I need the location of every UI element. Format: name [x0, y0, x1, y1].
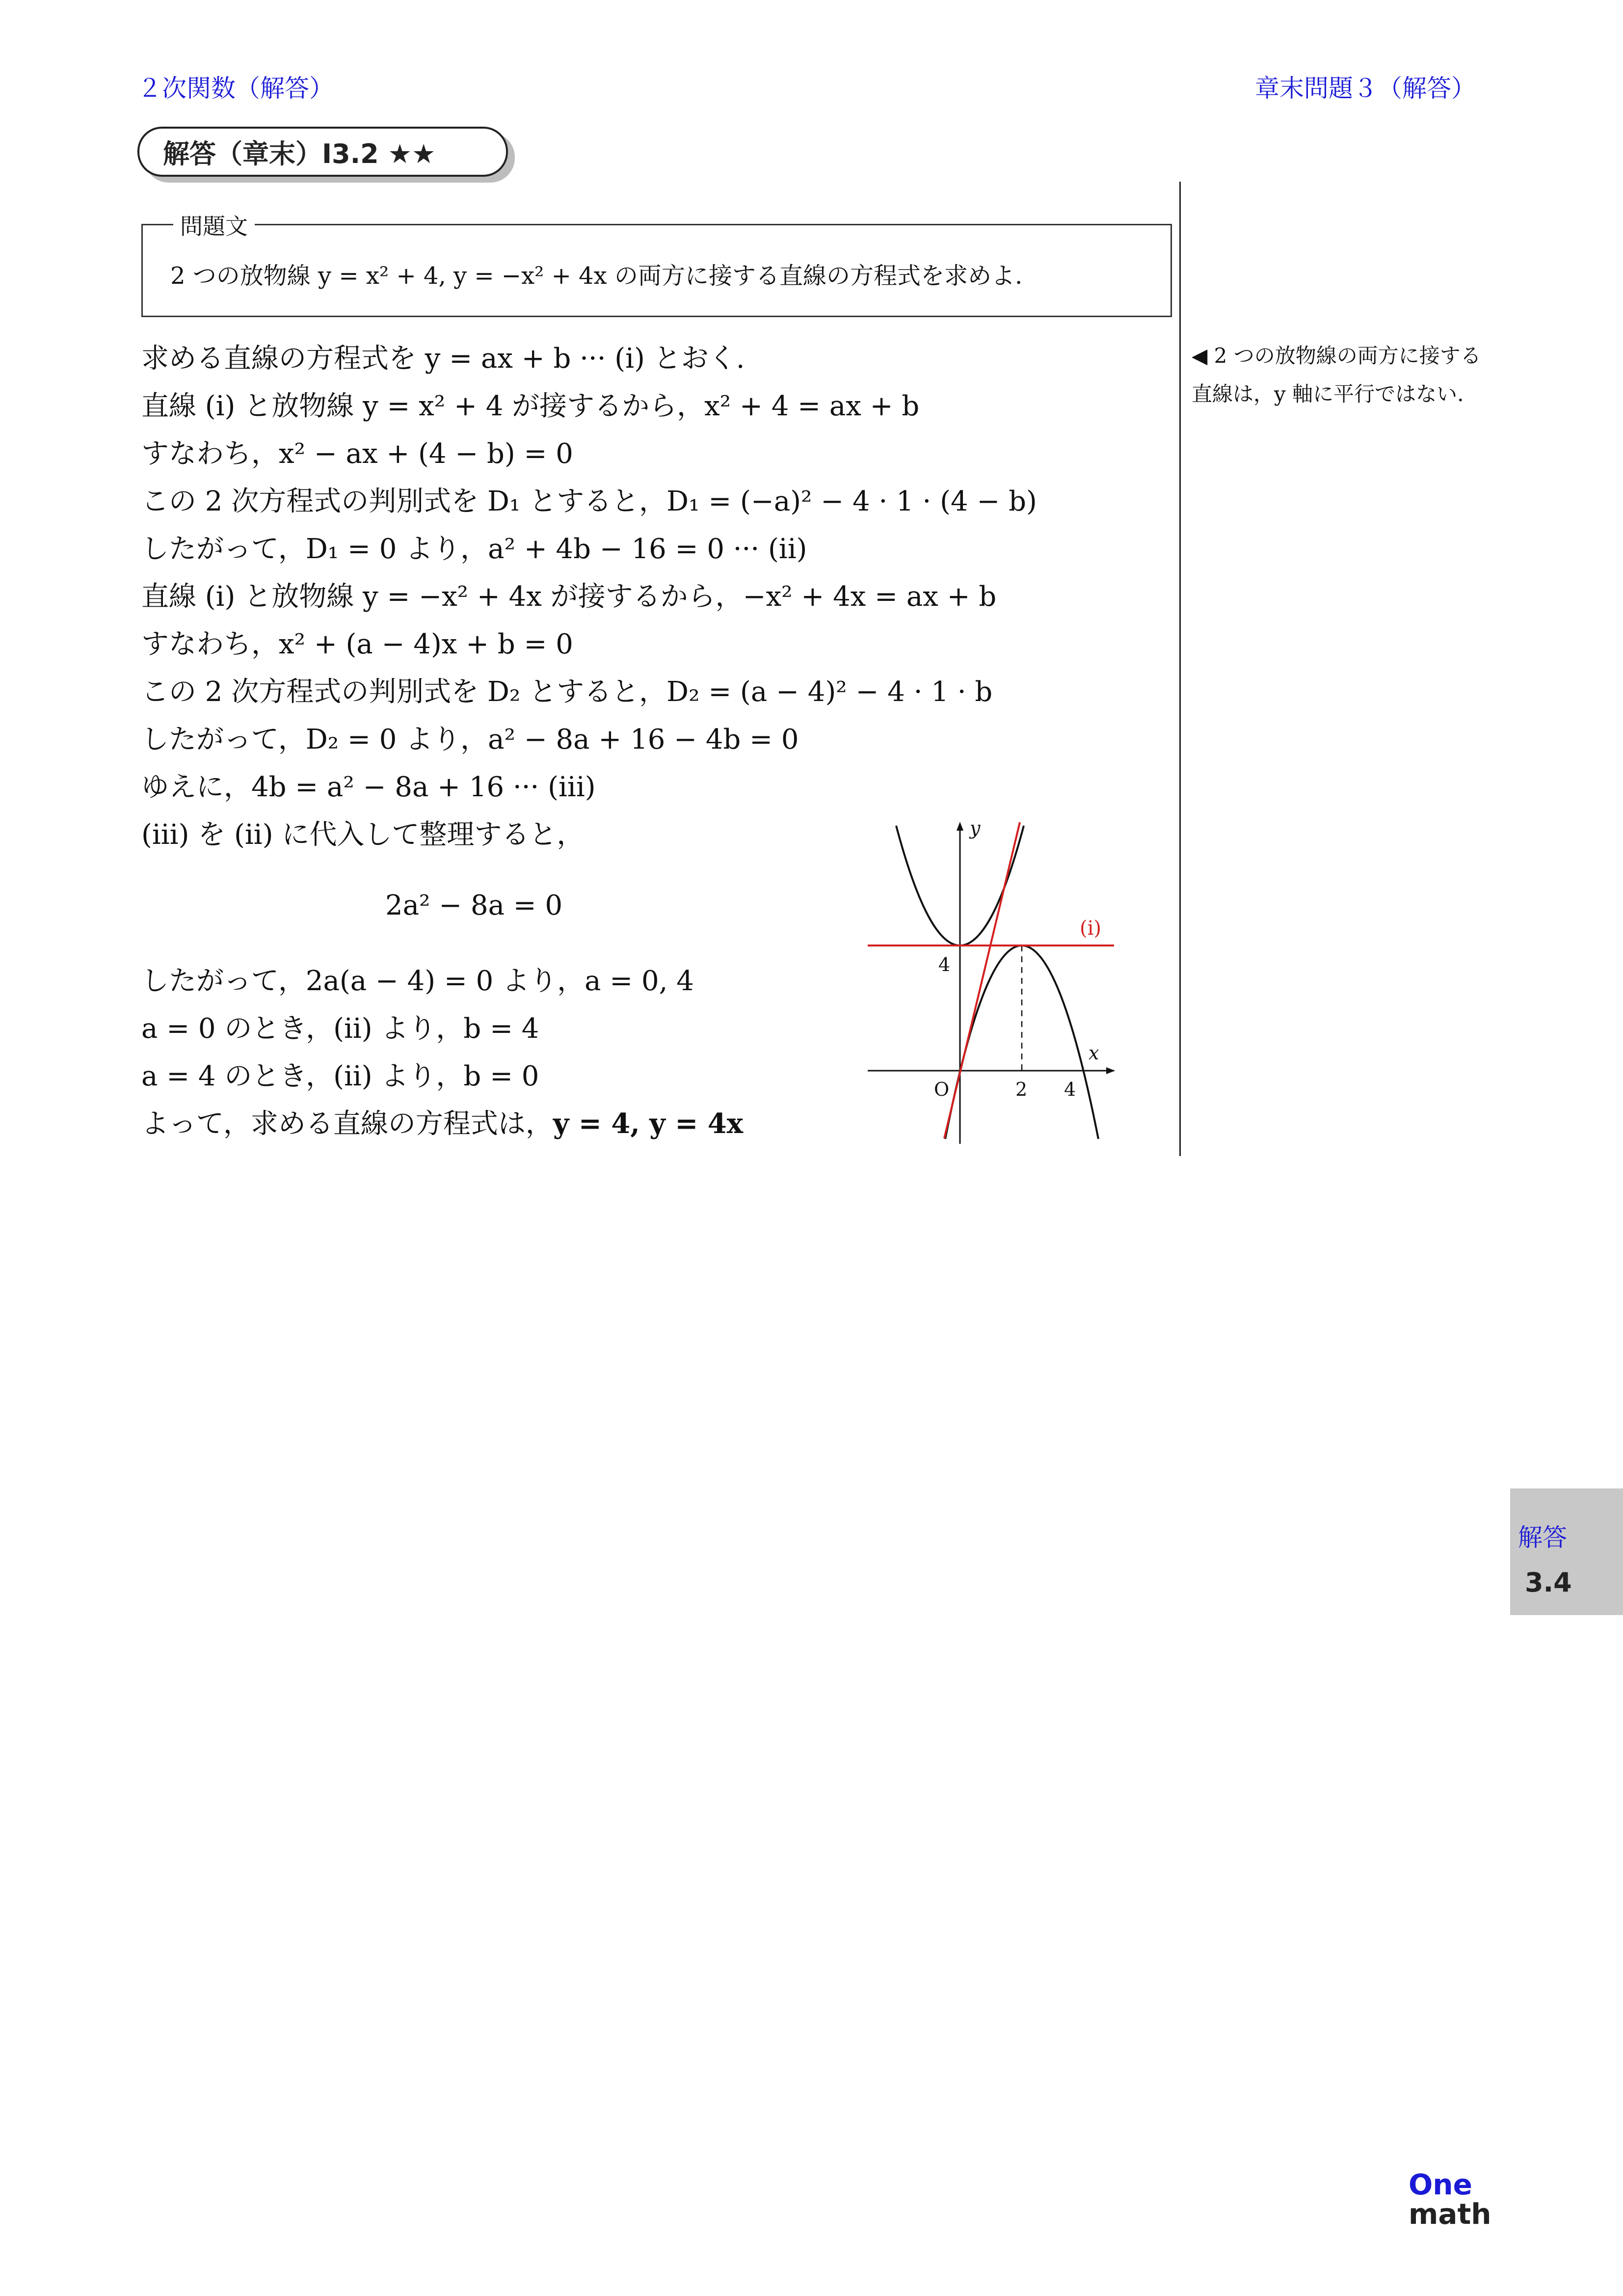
- solution-line: ゆえに，4b = a² − 8a + 16 ··· (iii): [141, 771, 596, 803]
- solution-line: この 2 次方程式の判別式を D₂ とすると，D₂ = (a − 4)² − 4 · 1 · b: [141, 676, 993, 708]
- side-note: ◀ 2 つの放物線の両方に接する直線は，y 軸に平行ではない.: [1192, 344, 1481, 406]
- origin-label: O: [934, 1079, 950, 1100]
- solution-line: a = 0 のとき，(ii) より，b = 4: [141, 1013, 539, 1045]
- display-equation: 2a² − 8a = 0: [385, 890, 563, 921]
- y-axis-arrow: [957, 822, 963, 831]
- tab-number: 3.4: [1525, 1567, 1572, 1598]
- tick-label-x4: 4: [1064, 1079, 1076, 1100]
- solution-line: 直線 (i) と放物線 y = −x² + 4x が接するから，−x² + 4x = ax + b: [141, 581, 997, 613]
- solution-body-continued: [141, 957, 743, 1148]
- onemath-logo: [1409, 2170, 1491, 2229]
- margin-divider: [1179, 182, 1181, 1156]
- header-section-title: 章末問題３（解答）: [1255, 74, 1476, 103]
- tick-label-y4: 4: [938, 954, 951, 975]
- header-chapter-title: ２次関数（解答）: [137, 74, 334, 103]
- solution-badge: [137, 127, 508, 177]
- problem-label: 問題文: [173, 209, 255, 241]
- final-answer: y = 4, y = 4x: [553, 1107, 744, 1140]
- logo-bottom: math: [1409, 2197, 1491, 2231]
- solution-line: したがって，D₂ = 0 より，a² − 8a + 16 − 4b = 0: [141, 724, 799, 756]
- y-axis-label: y: [970, 817, 981, 839]
- section-tab: [1510, 1488, 1623, 1615]
- tangent-line-y4x: [944, 822, 1020, 1138]
- problem-box: [141, 213, 1172, 317]
- tick-label-x2: 2: [1015, 1079, 1028, 1100]
- tab-label: 解答: [1518, 1523, 1567, 1552]
- solution-line: a = 4 のとき，(ii) より，b = 0: [141, 1060, 539, 1092]
- solution-line: (iii) を (ii) に代入して整理すると，: [141, 819, 585, 851]
- solution-line: すなわち，x² − ax + (4 − b) = 0: [141, 438, 573, 470]
- solution-line: この 2 次方程式の判別式を D₁ とすると，D₁ = (−a)² − 4 · 1 · (4 − b): [141, 486, 1037, 517]
- solution-line: 直線 (i) と放物線 y = x² + 4 が接するから，x² + 4 = ax + b: [141, 390, 920, 422]
- logo-top: One: [1409, 2168, 1472, 2201]
- final-answer-line: [141, 1100, 743, 1148]
- x-axis-arrow: [1106, 1067, 1115, 1074]
- parabola-graph: [864, 815, 1119, 1144]
- solution-line: すなわち，x² + (a − 4)x + b = 0: [141, 628, 573, 660]
- solution-line: したがって，D₁ = 0 より，a² + 4b − 16 = 0 ··· (ii): [141, 533, 807, 565]
- final-prefix: よって，求める直線の方程式は，: [141, 1108, 553, 1140]
- problem-text: 2 つの放物線 y = x² + 4, y = −x² + 4x の両方に接する直線の方程式を求めよ.: [170, 262, 1023, 290]
- x-axis-label: x: [1089, 1042, 1099, 1064]
- line-label-i: (i): [1080, 917, 1102, 940]
- solution-line: 求める直線の方程式を y = ax + b ··· (i) とおく.: [141, 343, 745, 375]
- solution-line: したがって，2a(a − 4) = 0 より，a = 0, 4: [141, 965, 694, 997]
- solution-body: [141, 335, 1037, 859]
- badge-title: 解答（章末）I3.2 ★★: [163, 138, 436, 169]
